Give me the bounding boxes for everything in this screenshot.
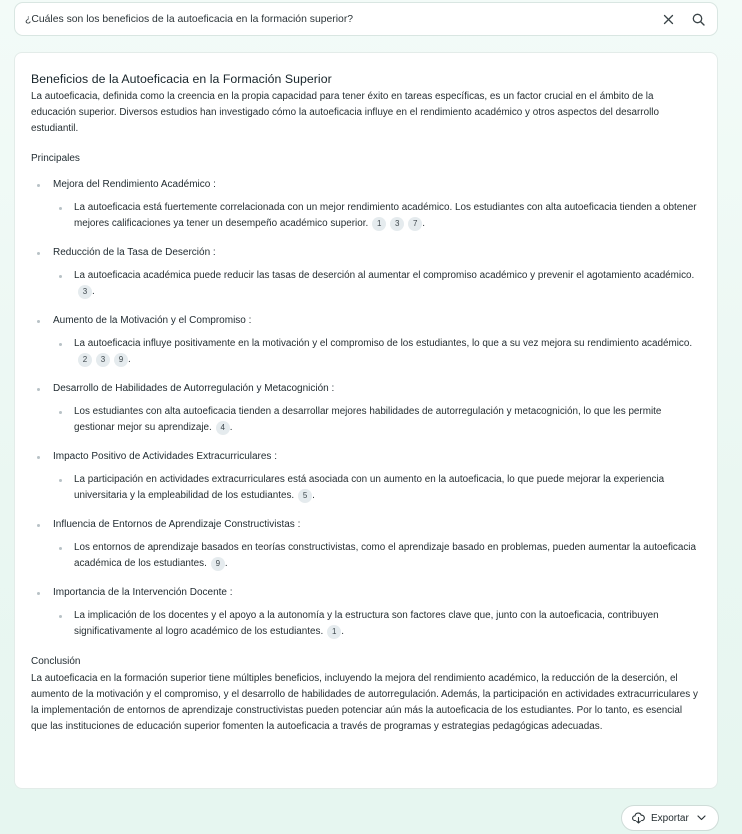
list-item-title-text: Influencia de Entornos de Aprendizaje Constructivistas — [53, 519, 295, 530]
bullet-dot — [37, 388, 40, 391]
list-item-detail-text: La autoeficacia influye positivamente en la motivación y el compromiso de los estudiantes, lo que a su vez mejora su rendimiento académico. — [74, 338, 693, 349]
list-item-detail-text: La implicación de los docentes y el apoyo a la autonomía y la estructura son factores clave que, junto con la autoeficacia, contribuyen significativamente al logro académico de los estudiantes. — [74, 610, 659, 637]
list-item — [31, 586, 701, 640]
bullet-dot — [59, 411, 62, 414]
list-item-detail: La implicación de los docentes y el apoyo a la autonomía y la estructura son factores clave que, junto con la autoeficacia, contribuyen significativamente al logro académico de los estudiantes. 1 . — [53, 608, 701, 640]
list-item-detail-text: Los entornos de aprendizaje basados en teorías constructivistas, como el aprendizaje basado en problemas, pueden aumentar la autoeficacia académica de los estudiantes. — [74, 542, 696, 569]
citation-badge[interactable]: 2 — [78, 353, 92, 367]
list-item-title: Desarrollo de Habilidades de Autorregulación y Metacognición : — [53, 383, 335, 394]
citation-badge[interactable]: 7 — [408, 217, 422, 231]
list-item-title-text: Impacto Positivo de Actividades Extracurriculares — [53, 451, 272, 462]
citation-badge[interactable]: 4 — [216, 421, 230, 435]
list-item-title: Influencia de Entornos de Aprendizaje Constructivistas : — [53, 519, 301, 530]
list-item — [31, 450, 701, 504]
list-item-title-text: Aumento de la Motivación y el Compromiso — [53, 315, 246, 326]
list-item — [31, 382, 701, 436]
bullet-dot — [59, 275, 62, 278]
benefits-list — [31, 178, 701, 640]
list-item-detail: Los entornos de aprendizaje basados en teorías constructivistas, como el aprendizaje basado en problemas, pueden aumentar la autoeficacia académica de los estudiantes. 9 . — [53, 540, 701, 572]
list-item — [31, 314, 701, 368]
list-item — [31, 178, 701, 232]
citation-badge[interactable]: 1 — [327, 625, 341, 639]
export-button[interactable] — [621, 805, 719, 831]
citation-badge[interactable]: 5 — [298, 489, 312, 503]
list-item-detail: Los estudiantes con alta autoeficacia tienden a desarrollar mejores habilidades de autorregulación y metacognición, lo que les permite gestionar mejor su aprendizaje. 4 . — [53, 404, 701, 436]
list-item-detail-text: Los estudiantes con alta autoeficacia tienden a desarrollar mejores habilidades de autorregulación y metacognición, lo que les permite gestionar mejor su aprendizaje. — [74, 406, 662, 433]
search-icon — [692, 13, 705, 26]
search-button[interactable] — [683, 4, 713, 34]
citation-badge[interactable]: 3 — [390, 217, 404, 231]
bullet-dot — [59, 479, 62, 482]
citation-badge[interactable]: 9 — [114, 353, 128, 367]
citation-badge[interactable]: 9 — [211, 557, 225, 571]
list-item-detail-text: La autoeficacia está fuertemente correlacionada con un mejor rendimiento académico. Los estudiantes con alta autoeficacia tienden a obtener mejores calificaciones ya tener un desempeño académico superior. — [74, 202, 697, 229]
bullet-dot — [37, 592, 40, 595]
section-heading: Principales — [31, 153, 80, 164]
list-item-title: Aumento de la Motivación y el Compromiso : — [53, 315, 252, 326]
cloud-download-icon — [632, 812, 645, 824]
export-label: Exportar — [651, 812, 689, 824]
conclusion-paragraph: La autoeficacia en la formación superior tiene múltiples beneficios, incluyendo la mejora del rendimiento académico, la reducción de la deserción, el aumento de la motivación y el compromiso, y el desarrollo de habilidades de autorregulación. Además, la participación en actividades extracurriculares y la implementación de entornos de aprendizaje constructivistas pueden potenciar aún más la autoeficacia de los estudiantes. Por lo tanto, es esencial que las instituciones de educación superior fomenten la autoeficacia a través de programas y estrategias pedagógicas adecuadas. — [31, 673, 698, 732]
clear-search-button[interactable] — [653, 4, 683, 34]
citation-badge[interactable]: 3 — [96, 353, 110, 367]
search-input[interactable] — [15, 4, 653, 34]
chevron-down-icon — [697, 815, 706, 821]
list-item-detail-text: La participación en actividades extracurriculares está asociada con un aumento en la autoeficacia, lo que puede mejorar la experiencia universitaria y la empleabilidad de los estudiantes. — [74, 474, 665, 501]
list-item-detail-text: La autoeficacia académica puede reducir las tasas de deserción al aumentar el compromiso académico y prevenir el agotamiento académico. — [74, 270, 695, 281]
bullet-dot — [59, 343, 62, 346]
list-item-title: Reducción de la Tasa de Deserción : — [53, 247, 216, 258]
article-title: Beneficios de la Autoeficacia en la Formación Superior — [31, 72, 332, 86]
list-item-title-text: Desarrollo de Habilidades de Autorregulación y Metacognición — [53, 383, 329, 394]
list-item-detail: La autoeficacia está fuertemente correlacionada con un mejor rendimiento académico. Los estudiantes con alta autoeficacia tienden a obtener mejores calificaciones ya tener un desempeño académico superior. 1 3 7 . — [53, 200, 701, 232]
list-item-title: Importancia de la Intervención Docente : — [53, 587, 233, 598]
bullet-dot — [37, 252, 40, 255]
bullet-dot — [59, 547, 62, 550]
list-item — [31, 518, 701, 572]
list-item-title-text: Importancia de la Intervención Docente — [53, 587, 227, 598]
answer-card — [14, 52, 718, 789]
bullet-dot — [59, 615, 62, 618]
bullet-dot — [59, 207, 62, 210]
search-bar — [14, 2, 718, 36]
list-item-title-text: Reducción de la Tasa de Deserción — [53, 247, 211, 258]
bullet-dot — [37, 524, 40, 527]
bullet-dot — [37, 184, 40, 187]
citation-badge[interactable]: 1 — [372, 217, 386, 231]
list-item-title-text: Mejora del Rendimiento Académico — [53, 179, 211, 190]
list-item-title: Impacto Positivo de Actividades Extracurriculares : — [53, 451, 277, 462]
list-item — [31, 246, 701, 300]
citation-badge[interactable]: 3 — [78, 285, 92, 299]
close-icon — [663, 14, 674, 25]
conclusion-heading: Conclusión — [31, 656, 81, 667]
list-item-title: Mejora del Rendimiento Académico : — [53, 179, 216, 190]
bullet-dot — [37, 320, 40, 323]
list-item-detail: La autoeficacia influye positivamente en la motivación y el compromiso de los estudiantes, lo que a su vez mejora su rendimiento académico.2 3 9 . — [53, 336, 701, 368]
intro-paragraph: La autoeficacia, definida como la creencia en la propia capacidad para tener éxito en tareas específicas, es un factor crucial en el ámbito de la educación superior. Diversos estudios han investigado cómo la autoeficacia influye en el rendimiento académico y otros aspectos del desarrollo estudiantil. — [31, 91, 659, 134]
list-item-detail: La participación en actividades extracurriculares está asociada con un aumento en la autoeficacia, lo que puede mejorar la experiencia universitaria y la empleabilidad de los estudiantes. 5 . — [53, 472, 701, 504]
list-item-detail: La autoeficacia académica puede reducir las tasas de deserción al aumentar el compromiso académico y prevenir el agotamiento académico.3 . — [53, 268, 701, 300]
bullet-dot — [37, 456, 40, 459]
